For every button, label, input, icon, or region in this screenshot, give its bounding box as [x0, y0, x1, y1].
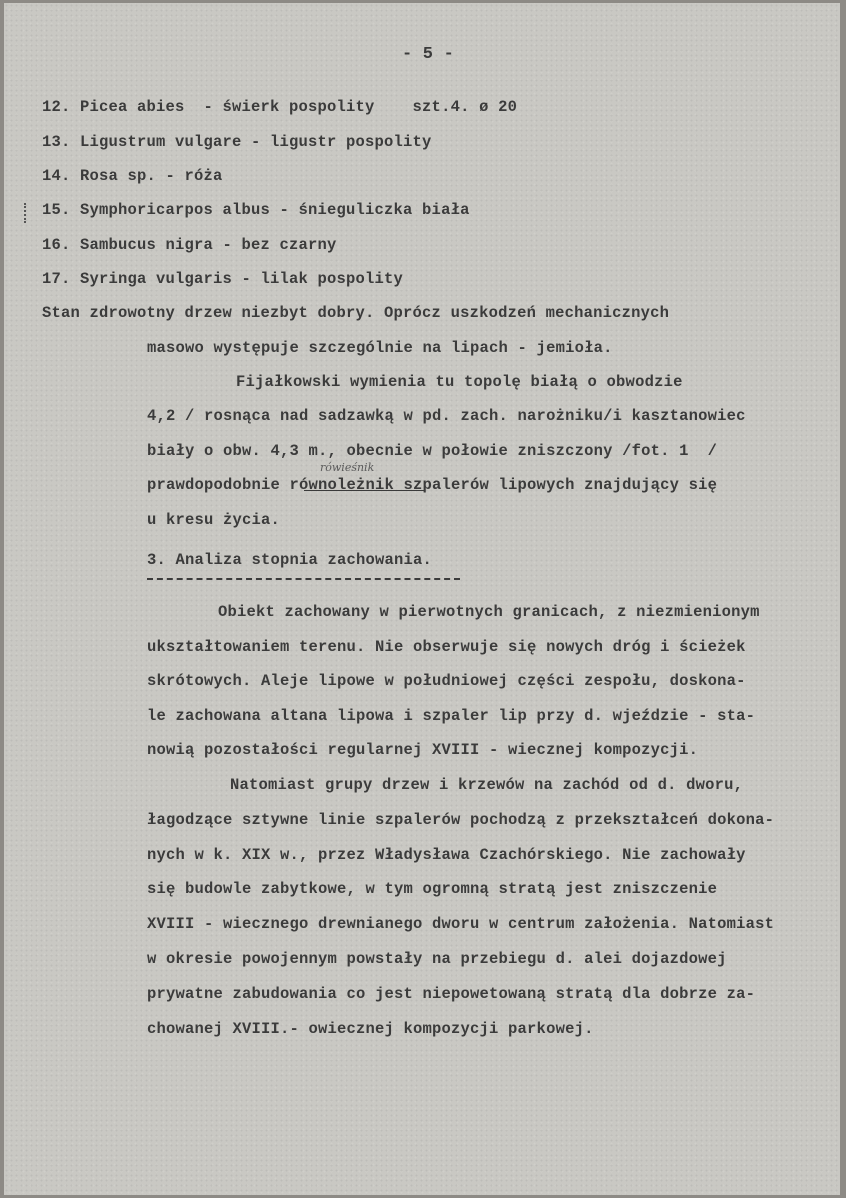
text-line: Obiekt zachowany w pierwotnych granicach, z niezmienionym: [218, 603, 760, 621]
list-item: 13. Ligustrum vulgare - ligustr pospolity: [42, 133, 432, 151]
text-line: biały o obw. 4,3 m., obecnie w połowie zniszczony /fot. 1 /: [147, 442, 718, 460]
text-line: Stan zdrowotny drzew niezbyt dobry. Oprócz uszkodzeń mechanicznych: [42, 304, 670, 322]
text-line: 4,2 / rosnąca nad sadzawką w pd. zach. narożniku/i kasztanowiec: [147, 407, 746, 425]
handwritten-correction: rówieśnik: [320, 461, 375, 474]
margin-mark: [24, 203, 26, 223]
list-item: 16. Sambucus nigra - bez czarny: [42, 236, 337, 254]
text-line: się budowle zabytkowe, w tym ogromną stratą jest zniszczenie: [147, 880, 718, 898]
text-line: skrótowych. Aleje lipowe w południowej części zespołu, doskona-: [147, 672, 746, 690]
text-line: ukształtowaniem terenu. Nie obserwuje się nowych dróg i ścieżek: [147, 638, 746, 656]
strikethrough-line: [304, 490, 424, 491]
text-line: prywatne zabudowania co jest niepowetowaną stratą dla dobrze za-: [147, 985, 756, 1003]
text-line: łagodzące sztywne linie szpalerów pochodzą z przekształceń dokona-: [147, 811, 775, 829]
text-line: u kresu życia.: [147, 511, 281, 529]
list-item: 17. Syringa vulgaris - lilak pospolity: [42, 270, 404, 288]
list-item: 12. Picea abies - świerk pospolity szt.4. ø 20: [42, 98, 518, 116]
text-line: le zachowana altana lipowa i szpaler lip przy d. wjeździe - sta-: [147, 707, 756, 725]
text-line: Fijałkowski wymienia tu topolę białą o obwodzie: [236, 373, 683, 391]
typewritten-page: [4, 3, 840, 1195]
text-line: nowią pozostałości regularnej XVIII - wiecznej kompozycji.: [147, 741, 699, 759]
text-line: masowo występuje szczególnie na lipach - jemioła.: [147, 339, 613, 357]
text-line: XVIII - wiecznego drewnianego dworu w centrum założenia. Natomiast: [147, 915, 775, 933]
page-number: - 5 -: [402, 45, 455, 64]
list-item: 14. Rosa sp. - róża: [42, 167, 223, 185]
section-heading: 3. Analiza stopnia zachowania.: [147, 551, 433, 569]
text-line: nych w k. XIX w., przez Władysława Czachórskiego. Nie zachowały: [147, 846, 746, 864]
text-line: prawdopodobnie równoleżnik szpalerów lipowych znajdujący się: [147, 476, 718, 494]
text-line: w okresie powojennym powstały na przebiegu d. alei dojazdowej: [147, 950, 727, 968]
text-line: chowanej XVIII.- owiecznej kompozycji parkowej.: [147, 1020, 594, 1038]
text-line: Natomiast grupy drzew i krzewów na zachód od d. dworu,: [230, 776, 744, 794]
list-item: 15. Symphoricarpos albus - śnieguliczka biała: [42, 201, 470, 219]
heading-underline: [147, 578, 460, 580]
